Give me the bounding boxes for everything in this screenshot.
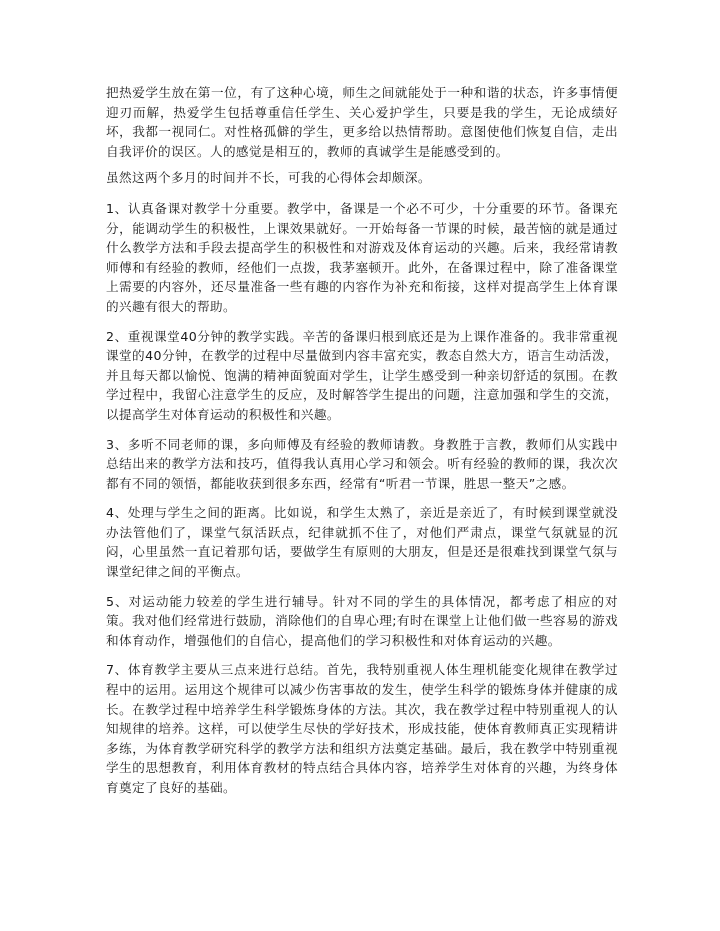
intro-paragraph: 把热爱学生放在第一位，有了这种心境，师生之间就能处于一种和谐的状态，许多事情便迎刃而解，热爱学生包括尊重信任学生、关心爱护学生，只要是我的学生，无论成绩好坏，我都一视同仁。对性格孤僻的学生，更多给以热情帮助。意图使他们恢复自信，走出自我评价的误区。人的感觉是相互的，教师的真诚学生是能感受到的。 [106, 85, 618, 159]
summary-paragraph: 虽然这两个多月的时间并不长，可我的心得体会却颇深。 [106, 170, 431, 186]
numbered-item-7: 7、体育教学主要从三点来进行总结。首先，我特别重视人体生理机能变化规律在教学过程中的运用。运用这个规律可以减少伤害事故的发生，使学生科学的锻炼身体并健康的成长。在教学过程中培养学生科学锻炼身体的方法。其次，我在教学过程中特别重视人的认知规律的培养。这样，可以使学生尽快的学好技术，形成技能，使体育教师真正实现精讲多练，为体育教学研究科学的教学方法和组织方法奠定基础。最后，我在教学中特别重视学生的思想教育，利用体育教材的特点结合具体内容，培养学生对体育的兴趣，为终身体育奠定了良好的基础。 [106, 662, 618, 795]
numbered-item-4: 4、处理与学生之间的距离。比如说，和学生太熟了，亲近是亲近了，有时候到课堂就没办法管他们了，课堂气氛活跃点，纪律就抓不住了，对他们严肃点，课堂气氛就显的沉闷，心里虽然一直记着那句话，要做学生有原则的大朋友，但是还是很难找到课堂气氛与课堂纪律之间的平衡点。 [106, 505, 618, 580]
numbered-item-1: 1、认真备课对教学十分重要。教学中，备课是一个必不可少，十分重要的环节。备课充分，能调动学生的积极性，上课效果就好。一开始每备一节课的时候，最苦恼的就是通过什么教学方法和手段去提高学生的积极性和对游戏及体育运动的兴趣。后来，我经常请教师傅和有经验的教师，经他们一点拨，我茅塞顿开。此外，在备课过程中，除了准备课堂上需要的内容外，还尽量准备一些有趣的内容作为补充和衔接，这样对提高学生上体育课的兴趣有很大的帮助。 [106, 200, 618, 314]
document-body [106, 83, 618, 798]
numbered-item-5: 5、对运动能力较差的学生进行辅导。针对不同的学生的具体情况，都考虑了相应的对策。我对他们经常进行鼓励，消除他们的自卑心理;有时在课堂上让他们做一些容易的游戏和体育动作，增强他们的自信心，提高他们的学习积极性和对体育运动的兴趣。 [106, 593, 618, 648]
numbered-item-3: 3、多听不同老师的课，多向师傅及有经验的教师请教。身教胜于言教，教师们从实践中总结出来的教学方法和技巧，值得我认真用心学习和领会。听有经验的教师的课，我次次都有不同的领悟，都能收获到很多东西，经常有“听君一节课，胜思一整天”之感。 [106, 436, 618, 491]
numbered-item-2: 2、重视课堂40分钟的教学实践。辛苦的备课归根到底还是为上课作准备的。我非常重视课堂的40分钟，在教学的过程中尽量做到内容丰富充实，教态自然大方，语言生动活泼，并且每天都以愉悦、饱满的精神面貌面对学生，让学生感受到一种亲切舒适的氛围。在教学过程中，我留心注意学生的反应，及时解答学生提出的问题，注意加强和学生的交流，以提高学生对体育运动的积极性和兴趣。 [106, 328, 618, 422]
